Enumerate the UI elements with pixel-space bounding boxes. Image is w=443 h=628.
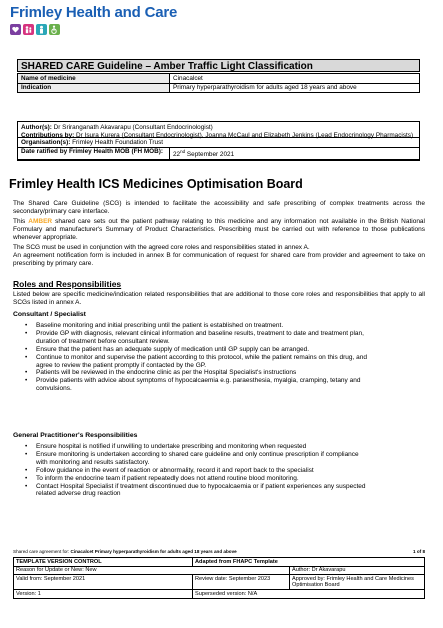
list-item: • Ensure hospital is notified if unwilling to undertake prescribing and monitoring when requested bbox=[22, 443, 367, 451]
indication-label: Indication bbox=[18, 83, 170, 93]
footer-agreement: Shared care agreement for: Cinacalcet Primary hyperparathyroidism for adults aged 18 years and above 1 of 8 bbox=[13, 549, 425, 554]
valid-from-cell: Valid from: September 2021 bbox=[14, 575, 193, 590]
list-item: • Provide GP with diagnosis, relevant clinical information and baseline results, treatment to date and treatment plan, duration of treatment before consultant review. bbox=[22, 330, 367, 346]
list-item: • Contact Hospital Specialist if treatment discontinued due to hypocalcaemia or if patient experiences any suspected related adverse drug reaction bbox=[22, 483, 367, 499]
guideline-title: SHARED CARE Guideline – Amber Traffic Light Classification bbox=[17, 59, 420, 72]
page-number: 1 of 8 bbox=[413, 549, 425, 554]
version-control-table bbox=[13, 557, 425, 599]
intro-paragraph-2: This AMBER shared care sets out the patient pathway relating to this medicine and any information not available in the British National Formulary and manufacturer's Summary of Product Characteristics. Prescribing must be carried out with reference to those publications whenever appropriate. bbox=[13, 218, 425, 241]
adapted-note: Adapted from FHAPC Template bbox=[193, 558, 425, 567]
gp-heading: General Practitioner's Responsibilities bbox=[13, 432, 138, 439]
superseded-cell: Superseded version: N/A bbox=[193, 590, 425, 599]
reason-cell: Reason for Update or New: New bbox=[14, 566, 290, 575]
medicine-table bbox=[17, 73, 420, 93]
intro-paragraph-4: An agreement notification form is included in annex B for communication of request for shared care from provider and agreement to take on prescribing by primary care. bbox=[13, 252, 425, 267]
brand-icon-strip bbox=[10, 24, 60, 35]
indication-row bbox=[18, 83, 420, 93]
roles-heading: Roles and Responsibilities bbox=[13, 279, 122, 289]
organisation-cell: Organisation(s): Frimley Health Foundation Trust bbox=[18, 138, 420, 148]
ratified-label: Date ratified by Frimley Health MOB (FH MOB): bbox=[18, 147, 170, 160]
roles-intro: Listed below are specific medicine/indication related responsibilities that are additional to those core roles and responsibilities that apply to all SCGs listed in annex A. bbox=[13, 291, 425, 306]
ratified-value: 22nd September 2021 bbox=[170, 147, 420, 160]
authors-line: Author(s): Dr Sriranganath Akavarapu (Consultant Endocrinologist) bbox=[21, 124, 213, 131]
medicine-value: Cinacalcet bbox=[170, 74, 420, 84]
brand-name: Frimley Health and Care bbox=[10, 4, 178, 21]
heart-hands-icon bbox=[10, 24, 21, 35]
version-cell: Version: 1 bbox=[14, 590, 193, 599]
person-icon bbox=[36, 24, 47, 35]
organisation-row bbox=[18, 138, 420, 148]
list-item: • Ensure that the patient has an adequate supply of medication until GP supply can be arranged. bbox=[22, 346, 367, 354]
amber-label: AMBER bbox=[28, 218, 53, 225]
intro-paragraph-3: The SCG must be used in conjunction with the agreed core roles and responsibilities stated in annex A. bbox=[13, 244, 310, 251]
control-title: TEMPLATE VERSION CONTROL bbox=[14, 558, 193, 567]
list-item: • Provide patients with advice about symptoms of hypocalcaemia e.g. paraesthesia, myalgia, cramping, tetany and convulsions. bbox=[22, 377, 367, 393]
list-item: • Continue to monitor and supervise the patient according to this protocol, while the patient remains on this drug, and agree to review the patient promptly if contacted by the GP. bbox=[22, 354, 367, 370]
ratified-row bbox=[18, 147, 420, 160]
contributions-line: Contributions by: Dr Isura Kurera (Consultant Endocrinologist), Joanna McCaul and Elizabeth Jenkins (Lead Endocrinology Pharmacists) bbox=[21, 132, 414, 139]
author-cell: Author: Dr Akavarapu bbox=[290, 566, 425, 575]
approved-by-cell: Approved by: Frimley Health and Care Medicines Optimisation Board bbox=[290, 575, 425, 590]
organisation-table bbox=[17, 137, 420, 160]
gp-list bbox=[22, 443, 367, 498]
list-item: • Ensure monitoring is undertaken according to shared care guideline and only continue prescription if compliance with monitoring and results satisfactory. bbox=[22, 451, 367, 467]
consultant-list bbox=[22, 322, 367, 393]
board-title: Frimley Health ICS Medicines Optimisation Board bbox=[9, 177, 303, 191]
indication-value: Primary hyperparathyroidism for adults aged 18 years and above bbox=[170, 83, 420, 93]
wheelchair-icon bbox=[49, 24, 60, 35]
list-item: • Baseline monitoring and initial prescribing until the patient is established on treatment. bbox=[22, 322, 367, 330]
family-icon bbox=[23, 24, 34, 35]
list-item: • Patients will be reviewed in the endocrine clinic as per the Hospital Specialist's instructions bbox=[22, 369, 367, 377]
review-date-cell: Review date: September 2023 bbox=[193, 575, 290, 590]
consultant-heading: Consultant / Specialist bbox=[13, 311, 86, 318]
list-item: • Follow guidance in the event of reaction or abnormality, record it and report back to the specialist bbox=[22, 467, 367, 475]
medicine-label: Name of medicine bbox=[18, 74, 170, 84]
list-item: • To inform the endocrine team if patient repeatedly does not attend routine blood monitoring. bbox=[22, 475, 367, 483]
medicine-row bbox=[18, 74, 420, 84]
intro-paragraph-1: The Shared Care Guideline (SCG) is intended to facilitate the accessibility and safe prescribing of complex treatments across the secondary/primary care interface. bbox=[13, 200, 425, 215]
